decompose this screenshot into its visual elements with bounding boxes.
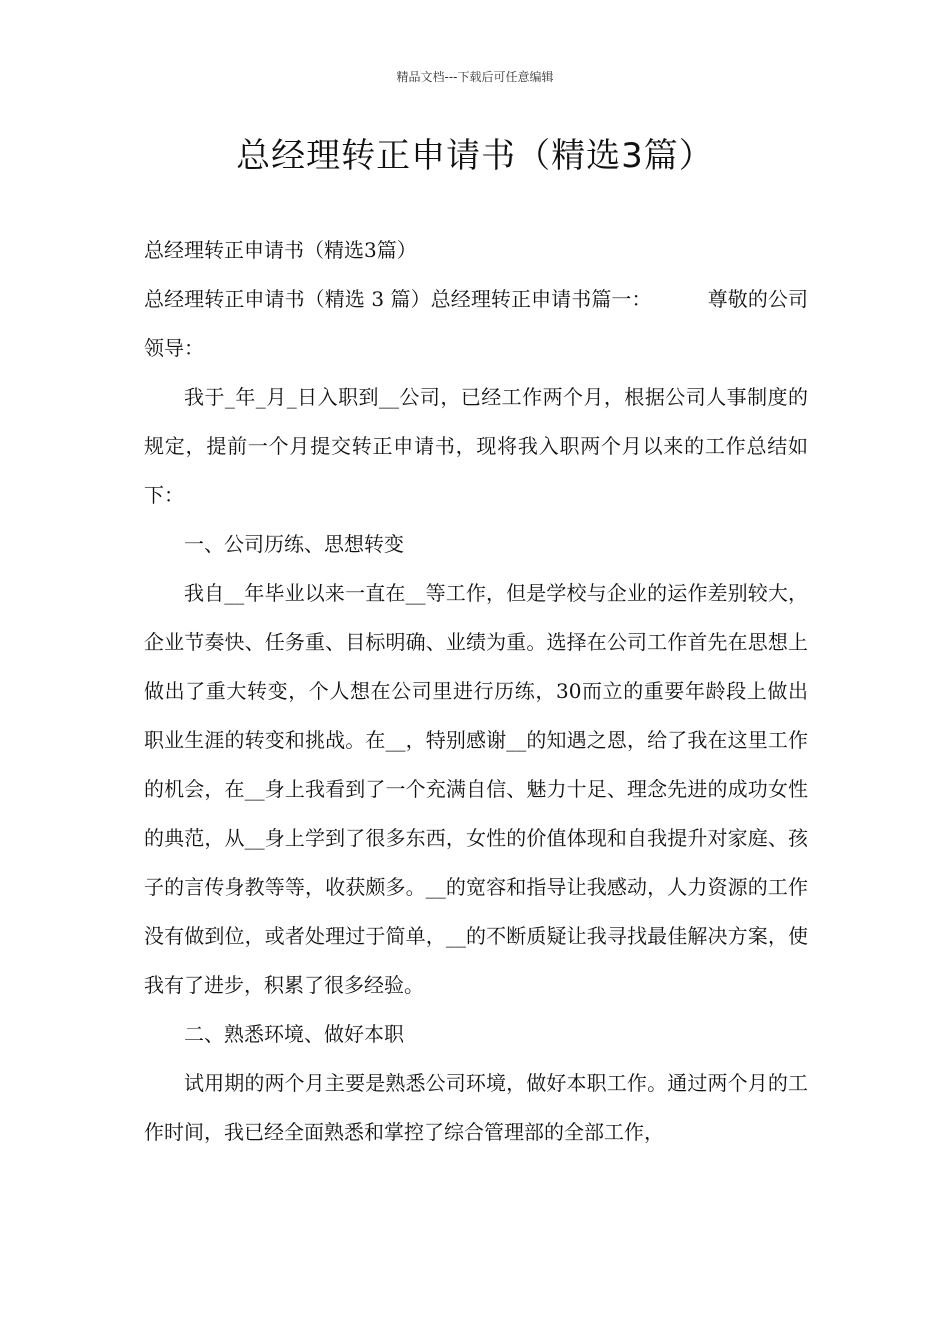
section-heading-2: 二、熟悉环境、做好本职	[184, 1022, 404, 1046]
salutation-text: 尊敬的公司领导：	[144, 287, 808, 360]
document-body	[144, 226, 808, 1157]
section-heading-1: 一、公司历练、思想转变	[184, 532, 404, 556]
paragraph-intro	[144, 275, 808, 373]
header-note: 精品文档---下载后可任意编辑	[396, 70, 554, 84]
paragraph-overview: 我于_年_月_日入职到__公司，已经工作两个月，根据公司人事制度的规定，提前一个月提交转正申请书，现将我入职两个月以来的工作总结如下：	[144, 385, 808, 507]
document-title: 总经理转正申请书（精选3篇）	[236, 136, 714, 176]
paragraph-section-1: 我自__年毕业以来一直在__等工作，但是学校与企业的运作差别较大，企业节奏快、任务重、目标明确、业绩为重。选择在公司工作首先在思想上做出了重大转变，个人想在公司里进行历练，30而立的重要年龄段上做出职业生涯的转变和挑战。在__，特别感谢__的知遇之恩，给了我在这里工作的机会，在__身上我看到了一个充满自信、魅力十足、理念先进的成功女性的典范，从__身上学到了很多东西，女性的价值体现和自我提升对家庭、孩子的言传身教等等，收获颇多。__的宽容和指导让我感动，人力资源的工作没有做到位，或者处理过于简单，__的不断质疑让我寻找最佳解决方案，使我有了进步，积累了很多经验。	[144, 581, 808, 997]
intro-heading-text: 总经理转正申请书（精选 3 篇）总经理转正申请书篇一：	[144, 287, 652, 311]
paragraph-subtitle: 总经理转正申请书（精选3篇）	[144, 238, 417, 262]
paragraph-section-2: 试用期的两个月主要是熟悉公司环境，做好本职工作。通过两个月的工作时间，我已经全面熟悉和掌控了综合管理部的全部工作，	[144, 1071, 808, 1144]
